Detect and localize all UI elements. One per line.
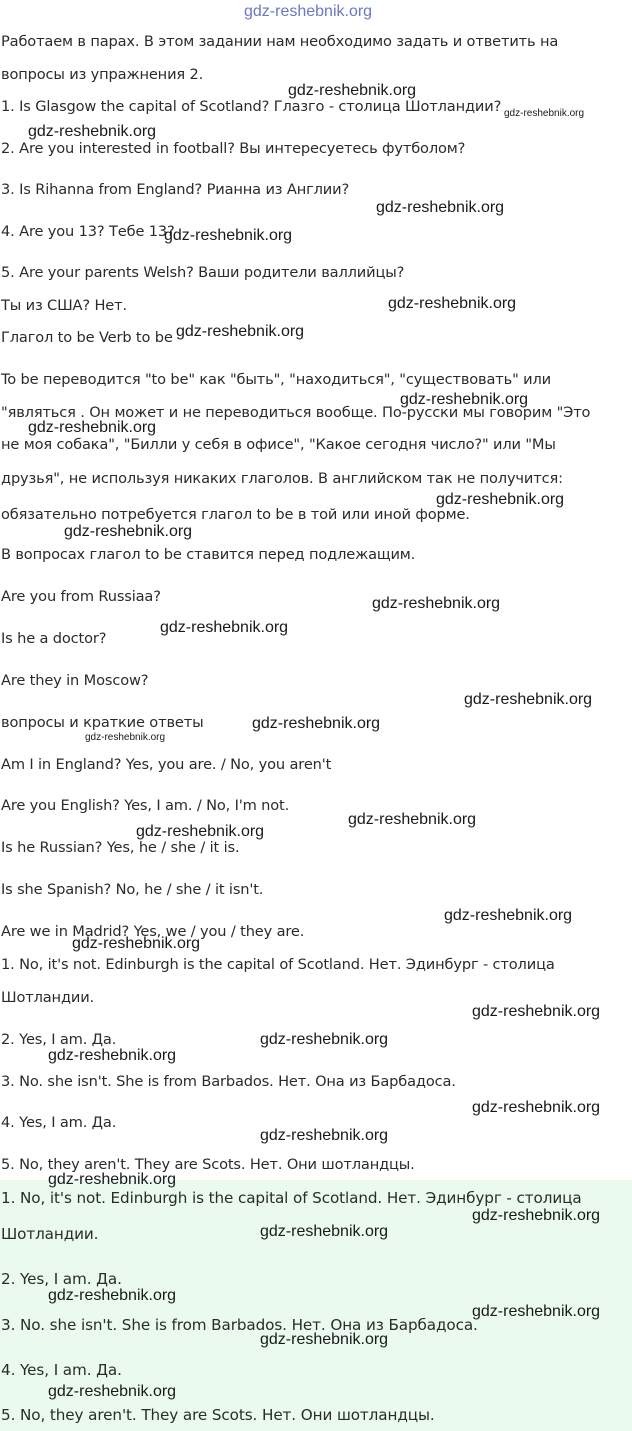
watermark: gdz-reshebnik.org	[28, 419, 157, 436]
watermark: gdz-reshebnik.org	[472, 1099, 601, 1116]
example-3: Are they in Moscow?	[1, 672, 149, 689]
grammar-heading: Глагол to be Verb to be	[1, 329, 173, 346]
final-answer-1-line-1: 1. No, it's not. Edinburgh is the capital of Scotland. Нет. Эдинбург - столица	[1, 1189, 582, 1207]
watermark: gdz-reshebnik.org	[376, 199, 505, 216]
watermark: gdz-reshebnik.org	[244, 3, 373, 20]
grammar-line-4: друзья", не используя никаких глаголов. В английском так не получится:	[1, 470, 563, 487]
example-2: Is he a doctor?	[1, 630, 107, 647]
question-5: 5. Are your parents Welsh? Ваши родители валлийцы?	[1, 264, 405, 281]
grammar-line-3: не моя собака", "Билли у себя в офисе", "Какое сегодня число?" или "Мы	[1, 436, 556, 453]
watermark: gdz-reshebnik.org	[136, 823, 265, 840]
watermark: gdz-reshebnik.org	[64, 523, 193, 540]
question-3: 3. Is Rihanna from England? Рианна из Англии?	[1, 181, 350, 198]
watermark: gdz-reshebnik.org	[160, 619, 289, 636]
answer-4: 4. Yes, I am. Да.	[1, 1114, 117, 1131]
answer-1-line-1: 1. No, it's not. Edinburgh is the capital of Scotland. Нет. Эдинбург - столица	[1, 956, 555, 973]
final-answer-5: 5. No, they aren't. They are Scots. Нет. Они шотландцы.	[1, 1406, 435, 1424]
watermark: gdz-reshebnik.org	[388, 295, 517, 312]
question-2: 2. Are you interested in football? Вы интересуетесь футболом?	[1, 140, 466, 157]
final-answer-2: 2. Yes, I am. Да.	[1, 1270, 122, 1288]
watermark: gdz-reshebnik.org	[28, 123, 157, 140]
watermark: gdz-reshebnik.org	[472, 1303, 601, 1320]
grammar-rule: В вопросах глагол to be ставится перед подлежащим.	[1, 546, 416, 563]
final-answer-3: 3. No. she isn't. She is from Barbados. Нет. Она из Барбадоса.	[1, 1316, 478, 1334]
short-answer-5: Are we in Madrid? Yes, we / you / they are.	[1, 923, 305, 940]
answer-1-line-2: Шотландии.	[1, 989, 95, 1006]
watermark: gdz-reshebnik.org	[472, 1003, 601, 1020]
short-answers-heading: вопросы и краткие ответы	[1, 714, 204, 731]
final-answer-1-line-2: Шотландии.	[1, 1225, 99, 1243]
watermark: gdz-reshebnik.org	[48, 1383, 177, 1400]
question-4: 4. Are you 13? Тебе 13?	[1, 223, 175, 240]
short-answer-2: Are you English? Yes, I am. / No, I'm not.	[1, 797, 290, 814]
short-answer-4: Is she Spanish? No, he / she / it isn't.	[1, 881, 264, 898]
watermark: gdz-reshebnik.org	[260, 1127, 389, 1144]
watermark: gdz-reshebnik.org	[176, 323, 305, 340]
intro-line-1: Работаем в парах. В этом задании нам необходимо задать и ответить на	[1, 33, 559, 50]
watermark: gdz-reshebnik.org	[48, 1047, 177, 1064]
watermark: gdz-reshebnik.org	[504, 108, 585, 119]
watermark: gdz-reshebnik.org	[444, 907, 573, 924]
watermark: gdz-reshebnik.org	[464, 691, 593, 708]
example-1: Are you from Russiaa?	[1, 588, 161, 605]
watermark: gdz-reshebnik.org	[260, 1223, 389, 1240]
grammar-line-1: To be переводится "to be" как "быть", "находиться", "существовать" или	[1, 371, 552, 388]
short-answer-1: Am I in England? Yes, you are. / No, you aren't	[1, 756, 332, 773]
watermark: gdz-reshebnik.org	[72, 935, 201, 952]
watermark: gdz-reshebnik.org	[260, 1331, 389, 1348]
watermark: gdz-reshebnik.org	[436, 491, 565, 508]
answer-2: 2. Yes, I am. Да.	[1, 1031, 117, 1048]
question-1: 1. Is Glasgow the capital of Scotland? Глазго - столица Шотландии?	[1, 98, 502, 115]
short-answer-3: Is he Russian? Yes, he / she / it is.	[1, 839, 240, 856]
watermark: gdz-reshebnik.org	[472, 1207, 601, 1224]
watermark: gdz-reshebnik.org	[48, 1171, 177, 1188]
watermark: gdz-reshebnik.org	[252, 715, 381, 732]
final-answer-4: 4. Yes, I am. Да.	[1, 1361, 122, 1379]
watermark: gdz-reshebnik.org	[85, 732, 166, 743]
watermark: gdz-reshebnik.org	[164, 227, 293, 244]
grammar-line-5: обязательно потребуется глагол to be в той или иной форме.	[1, 506, 470, 523]
answer-5: 5. No, they aren't. They are Scots. Нет. Они шотландцы.	[1, 1156, 415, 1173]
watermark: gdz-reshebnik.org	[288, 82, 417, 99]
watermark: gdz-reshebnik.org	[48, 1287, 177, 1304]
example-usa: Ты из США? Нет.	[1, 297, 127, 314]
grammar-line-2: "являться . Он может и не переводиться вообще. По-русски мы говорим "Это	[1, 404, 591, 421]
answer-3: 3. No. she isn't. She is from Barbados. Нет. Она из Барбадоса.	[1, 1073, 456, 1090]
watermark: gdz-reshebnik.org	[260, 1031, 389, 1048]
watermark: gdz-reshebnik.org	[372, 595, 501, 612]
watermark: gdz-reshebnik.org	[348, 811, 477, 828]
watermark: gdz-reshebnik.org	[400, 391, 529, 408]
intro-line-2: вопросы из упражнения 2.	[1, 66, 204, 83]
